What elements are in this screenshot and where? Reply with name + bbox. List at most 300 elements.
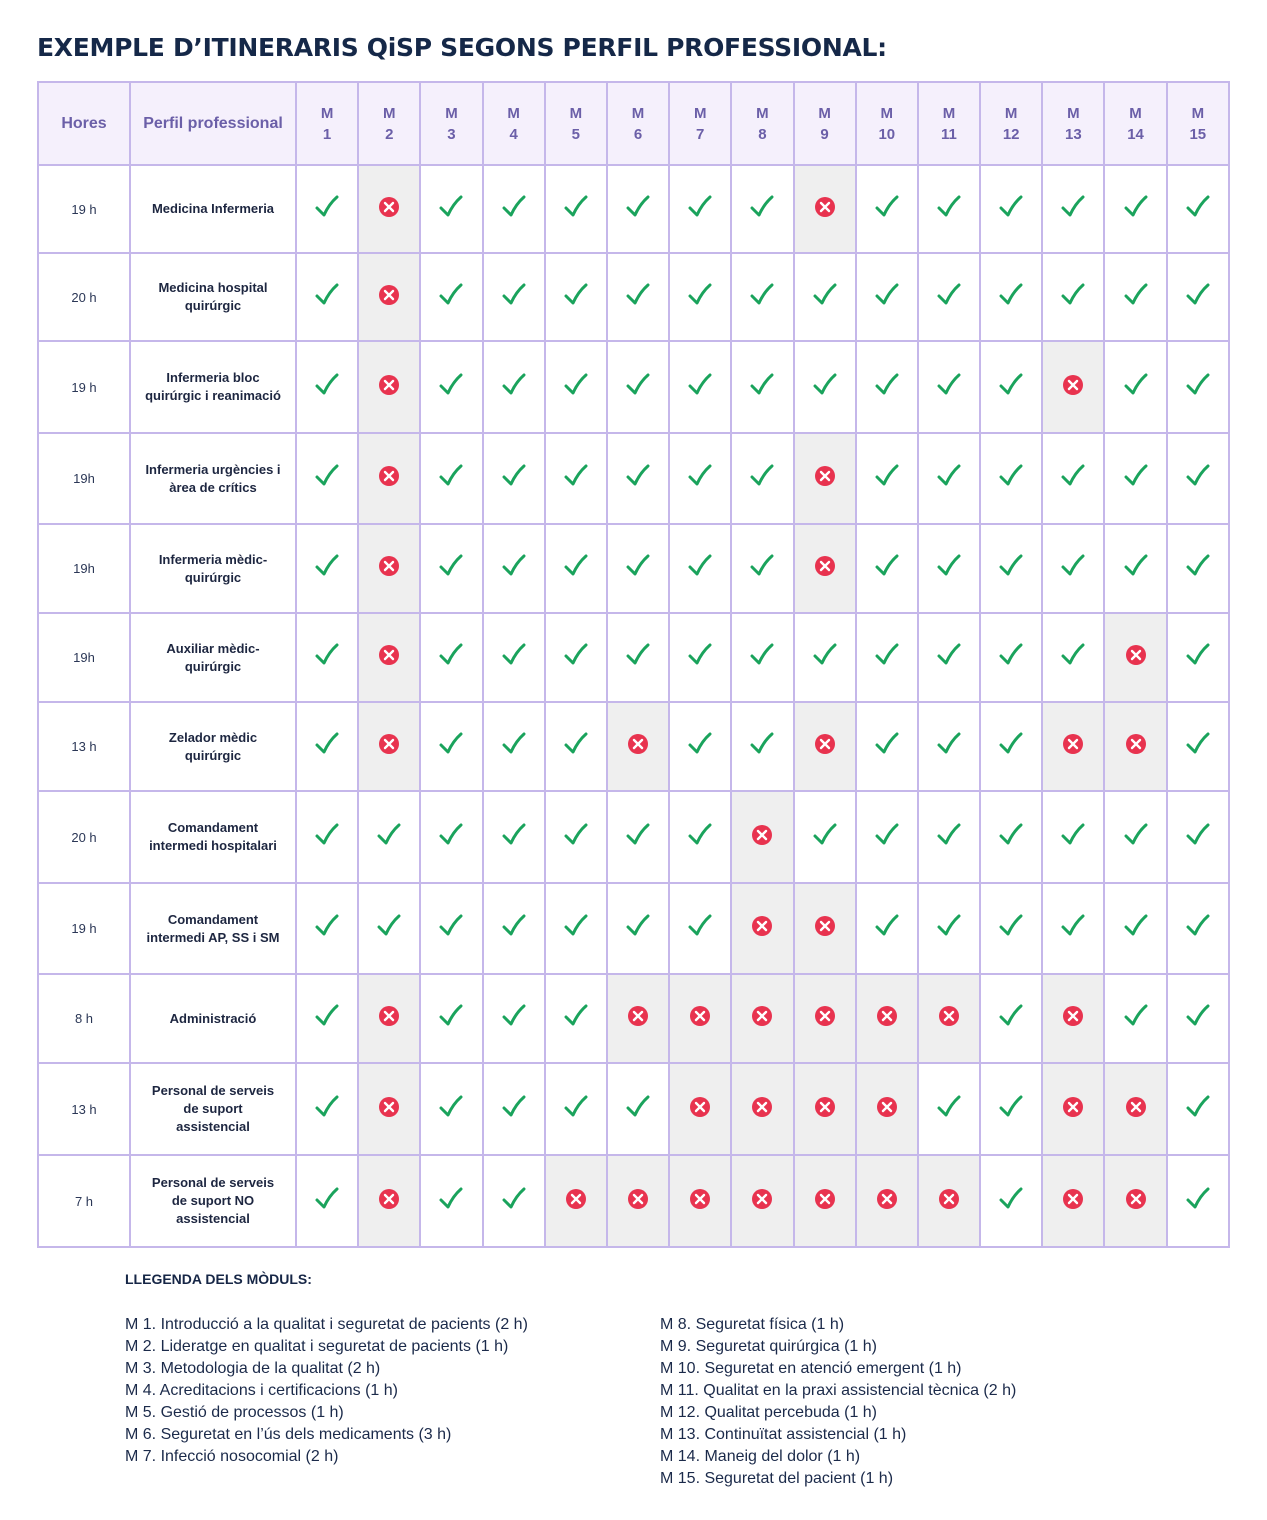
legend-item: M 14. Maneig del dolor (1 h) <box>660 1448 861 1465</box>
check-icon <box>314 642 340 668</box>
module-excluded-cell <box>669 974 731 1063</box>
module-included-cell <box>918 165 980 253</box>
header-module: M 5 <box>545 82 607 165</box>
cross-circle-icon <box>1062 1188 1084 1210</box>
module-included-cell <box>980 433 1042 524</box>
row-hours: 20 h <box>38 253 130 341</box>
check-icon <box>1060 642 1086 668</box>
row-profile: Infermeria urgències i àrea de crítics <box>130 433 296 524</box>
header-module: M 14 <box>1104 82 1166 165</box>
check-icon <box>1185 731 1211 757</box>
table-row <box>38 341 1229 433</box>
check-icon <box>812 822 838 848</box>
module-excluded-cell <box>358 1063 420 1155</box>
check-icon <box>749 463 775 489</box>
module-included-cell <box>420 883 482 974</box>
check-icon <box>563 642 589 668</box>
check-icon <box>749 194 775 220</box>
check-icon <box>563 553 589 579</box>
module-excluded-cell <box>794 974 856 1063</box>
module-included-cell <box>856 702 918 791</box>
module-included-cell <box>1104 433 1166 524</box>
check-icon <box>936 731 962 757</box>
module-excluded-cell <box>1042 341 1104 433</box>
module-included-cell <box>980 341 1042 433</box>
module-included-cell <box>607 524 669 613</box>
table-row <box>38 791 1229 883</box>
module-included-cell <box>980 165 1042 253</box>
legend-item: M 11. Qualitat en la praxi assistencial tècnica (2 h) <box>660 1382 1017 1399</box>
module-included-cell <box>669 433 731 524</box>
check-icon <box>936 822 962 848</box>
check-icon <box>1185 372 1211 398</box>
row-hours: 19h <box>38 524 130 613</box>
check-icon <box>1123 1003 1149 1029</box>
module-included-cell <box>296 613 358 702</box>
check-icon <box>501 1186 527 1212</box>
module-included-cell <box>420 613 482 702</box>
check-icon <box>998 194 1024 220</box>
row-hours: 7 h <box>38 1155 130 1247</box>
header-hours: Hores <box>38 82 130 165</box>
module-included-cell <box>483 341 545 433</box>
legend-item: M 4. Acreditacions i certificacions (1 h) <box>125 1382 398 1399</box>
row-profile: Personal de serveis de suport assistencial <box>130 1063 296 1155</box>
table-row <box>38 883 1229 974</box>
legend-item: M 13. Continuïtat assistencial (1 h) <box>660 1426 907 1443</box>
module-included-cell <box>545 702 607 791</box>
module-included-cell <box>296 165 358 253</box>
module-included-cell <box>1042 613 1104 702</box>
module-included-cell <box>545 791 607 883</box>
module-excluded-cell <box>1042 702 1104 791</box>
check-icon <box>998 642 1024 668</box>
check-icon <box>1060 913 1086 939</box>
check-icon <box>438 913 464 939</box>
check-icon <box>874 282 900 308</box>
header-module: M 6 <box>607 82 669 165</box>
module-included-cell <box>856 791 918 883</box>
module-included-cell <box>607 791 669 883</box>
module-excluded-cell <box>1104 1063 1166 1155</box>
module-included-cell <box>856 433 918 524</box>
check-icon <box>687 731 713 757</box>
check-icon <box>1185 1003 1211 1029</box>
cross-circle-icon <box>938 1188 960 1210</box>
module-excluded-cell <box>1042 974 1104 1063</box>
cross-circle-icon <box>378 555 400 577</box>
cross-circle-icon <box>689 1005 711 1027</box>
check-icon <box>874 731 900 757</box>
cross-circle-icon <box>1062 1096 1084 1118</box>
module-excluded-cell <box>358 165 420 253</box>
table-row <box>38 253 1229 341</box>
row-profile: Medicina hospital quirúrgic <box>130 253 296 341</box>
check-icon <box>749 731 775 757</box>
check-icon <box>874 642 900 668</box>
check-icon <box>998 282 1024 308</box>
table-row <box>38 974 1229 1063</box>
module-included-cell <box>296 1155 358 1247</box>
module-included-cell <box>545 253 607 341</box>
module-included-cell <box>358 883 420 974</box>
check-icon <box>563 1094 589 1120</box>
module-included-cell <box>483 883 545 974</box>
module-included-cell <box>918 791 980 883</box>
module-included-cell <box>296 433 358 524</box>
module-included-cell <box>607 433 669 524</box>
module-included-cell <box>420 1063 482 1155</box>
module-included-cell <box>918 433 980 524</box>
table-row <box>38 613 1229 702</box>
module-excluded-cell <box>358 253 420 341</box>
check-icon <box>687 913 713 939</box>
table-header-row <box>38 82 1229 165</box>
check-icon <box>625 282 651 308</box>
cross-circle-icon <box>814 1188 836 1210</box>
module-included-cell <box>1042 253 1104 341</box>
check-icon <box>1123 822 1149 848</box>
module-excluded-cell <box>731 1063 793 1155</box>
cross-circle-icon <box>814 1096 836 1118</box>
cross-circle-icon <box>876 1005 898 1027</box>
check-icon <box>625 553 651 579</box>
module-included-cell <box>1167 883 1229 974</box>
check-icon <box>1185 282 1211 308</box>
check-icon <box>563 913 589 939</box>
check-icon <box>1185 822 1211 848</box>
module-included-cell <box>1042 433 1104 524</box>
check-icon <box>936 1094 962 1120</box>
module-excluded-cell <box>1104 1155 1166 1247</box>
module-included-cell <box>856 883 918 974</box>
module-included-cell <box>918 1063 980 1155</box>
cross-circle-icon <box>751 1096 773 1118</box>
check-icon <box>563 731 589 757</box>
module-excluded-cell <box>358 974 420 1063</box>
module-included-cell <box>296 524 358 613</box>
check-icon <box>687 822 713 848</box>
module-included-cell <box>483 1063 545 1155</box>
check-icon <box>749 553 775 579</box>
check-icon <box>625 913 651 939</box>
module-excluded-cell <box>731 883 793 974</box>
legend-item: M 10. Seguretat en atenció emergent (1 h) <box>660 1360 962 1377</box>
page-title: EXEMPLE D’ITINERARIS QiSP SEGONS PERFIL PROFESSIONAL: <box>37 33 887 62</box>
module-included-cell <box>669 165 731 253</box>
module-included-cell <box>483 702 545 791</box>
header-module: M 11 <box>918 82 980 165</box>
check-icon <box>936 553 962 579</box>
module-included-cell <box>731 433 793 524</box>
module-included-cell <box>607 883 669 974</box>
module-excluded-cell <box>794 702 856 791</box>
check-icon <box>812 642 838 668</box>
module-included-cell <box>420 791 482 883</box>
module-included-cell <box>731 702 793 791</box>
check-icon <box>438 1003 464 1029</box>
check-icon <box>874 822 900 848</box>
module-excluded-cell <box>856 974 918 1063</box>
check-icon <box>314 1094 340 1120</box>
module-excluded-cell <box>358 1155 420 1247</box>
check-icon <box>687 372 713 398</box>
module-excluded-cell <box>358 524 420 613</box>
module-included-cell <box>483 791 545 883</box>
cross-circle-icon <box>627 733 649 755</box>
module-included-cell <box>296 341 358 433</box>
table-row <box>38 524 1229 613</box>
module-included-cell <box>483 433 545 524</box>
module-included-cell <box>483 613 545 702</box>
module-excluded-cell <box>358 341 420 433</box>
header-module: M 12 <box>980 82 1042 165</box>
cross-circle-icon <box>814 196 836 218</box>
check-icon <box>812 372 838 398</box>
module-excluded-cell <box>856 1155 918 1247</box>
module-included-cell <box>483 165 545 253</box>
check-icon <box>936 372 962 398</box>
table-row <box>38 165 1229 253</box>
check-icon <box>874 194 900 220</box>
cross-circle-icon <box>689 1188 711 1210</box>
module-included-cell <box>545 341 607 433</box>
header-module: M 4 <box>483 82 545 165</box>
check-icon <box>501 822 527 848</box>
check-icon <box>438 1094 464 1120</box>
module-excluded-cell <box>856 1063 918 1155</box>
check-icon <box>1060 463 1086 489</box>
itinerary-table <box>37 81 1230 1248</box>
check-icon <box>1123 372 1149 398</box>
header-module: M 10 <box>856 82 918 165</box>
module-included-cell <box>731 524 793 613</box>
module-included-cell <box>358 791 420 883</box>
module-included-cell <box>980 791 1042 883</box>
row-hours: 19 h <box>38 883 130 974</box>
module-included-cell <box>794 613 856 702</box>
module-included-cell <box>856 524 918 613</box>
module-excluded-cell <box>358 433 420 524</box>
check-icon <box>563 1003 589 1029</box>
module-included-cell <box>420 165 482 253</box>
cross-circle-icon <box>1125 644 1147 666</box>
module-included-cell <box>669 341 731 433</box>
check-icon <box>625 1094 651 1120</box>
cross-circle-icon <box>876 1096 898 1118</box>
table-row <box>38 433 1229 524</box>
module-included-cell <box>296 974 358 1063</box>
module-included-cell <box>1104 883 1166 974</box>
legend-item: M 7. Infecció nosocomial (2 h) <box>125 1448 339 1465</box>
module-included-cell <box>918 341 980 433</box>
header-module: M 3 <box>420 82 482 165</box>
module-included-cell <box>1042 791 1104 883</box>
legend-item: M 12. Qualitat percebuda (1 h) <box>660 1404 878 1421</box>
check-icon <box>625 642 651 668</box>
check-icon <box>563 282 589 308</box>
check-icon <box>1060 194 1086 220</box>
module-included-cell <box>669 524 731 613</box>
module-excluded-cell <box>358 613 420 702</box>
check-icon <box>1060 553 1086 579</box>
row-hours: 13 h <box>38 702 130 791</box>
module-included-cell <box>1104 974 1166 1063</box>
check-icon <box>625 372 651 398</box>
cross-circle-icon <box>1062 733 1084 755</box>
module-included-cell <box>483 524 545 613</box>
module-included-cell <box>420 702 482 791</box>
check-icon <box>376 913 402 939</box>
cross-circle-icon <box>814 555 836 577</box>
module-included-cell <box>669 791 731 883</box>
module-included-cell <box>731 165 793 253</box>
table-row <box>38 1063 1229 1155</box>
module-excluded-cell <box>607 1155 669 1247</box>
check-icon <box>1185 642 1211 668</box>
check-icon <box>376 822 402 848</box>
header-module: M 15 <box>1167 82 1229 165</box>
module-included-cell <box>856 341 918 433</box>
module-included-cell <box>856 253 918 341</box>
module-excluded-cell <box>794 524 856 613</box>
check-icon <box>438 194 464 220</box>
module-included-cell <box>980 1063 1042 1155</box>
module-included-cell <box>420 1155 482 1247</box>
check-icon <box>501 642 527 668</box>
check-icon <box>501 463 527 489</box>
legend-item: M 3. Metodologia de la qualitat (2 h) <box>125 1360 381 1377</box>
module-included-cell <box>918 253 980 341</box>
row-hours: 19 h <box>38 165 130 253</box>
check-icon <box>998 553 1024 579</box>
check-icon <box>501 553 527 579</box>
module-included-cell <box>918 524 980 613</box>
check-icon <box>1185 1186 1211 1212</box>
module-included-cell <box>545 1063 607 1155</box>
module-excluded-cell <box>1104 702 1166 791</box>
check-icon <box>1185 913 1211 939</box>
module-included-cell <box>1104 253 1166 341</box>
module-included-cell <box>731 253 793 341</box>
module-included-cell <box>296 253 358 341</box>
cross-circle-icon <box>627 1005 649 1027</box>
legend-item: M 5. Gestió de processos (1 h) <box>125 1404 344 1421</box>
header-module: M 2 <box>358 82 420 165</box>
check-icon <box>501 731 527 757</box>
module-included-cell <box>794 791 856 883</box>
module-included-cell <box>545 613 607 702</box>
row-hours: 13 h <box>38 1063 130 1155</box>
module-included-cell <box>1104 524 1166 613</box>
module-included-cell <box>296 791 358 883</box>
module-excluded-cell <box>1042 1155 1104 1247</box>
check-icon <box>687 282 713 308</box>
check-icon <box>687 553 713 579</box>
check-icon <box>314 282 340 308</box>
module-included-cell <box>483 1155 545 1247</box>
cross-circle-icon <box>565 1188 587 1210</box>
legend-item: M 9. Seguretat quirúrgica (1 h) <box>660 1338 877 1355</box>
legend-left-column <box>125 1314 528 1468</box>
row-profile: Infermeria bloc quirúrgic i reanimació <box>130 341 296 433</box>
cross-circle-icon <box>1125 1096 1147 1118</box>
module-included-cell <box>1104 791 1166 883</box>
module-excluded-cell <box>794 1155 856 1247</box>
module-included-cell <box>731 613 793 702</box>
check-icon <box>563 194 589 220</box>
cross-circle-icon <box>378 284 400 306</box>
cross-circle-icon <box>1125 1188 1147 1210</box>
check-icon <box>563 822 589 848</box>
check-icon <box>1123 913 1149 939</box>
module-included-cell <box>1167 974 1229 1063</box>
module-included-cell <box>420 253 482 341</box>
check-icon <box>998 372 1024 398</box>
module-excluded-cell <box>1104 613 1166 702</box>
legend-item: M 8. Seguretat física (1 h) <box>660 1316 845 1333</box>
module-included-cell <box>607 1063 669 1155</box>
module-included-cell <box>545 974 607 1063</box>
check-icon <box>314 553 340 579</box>
check-icon <box>936 194 962 220</box>
module-included-cell <box>856 613 918 702</box>
module-excluded-cell <box>794 883 856 974</box>
check-icon <box>501 1003 527 1029</box>
legend-title: LLEGENDA DELS MÒDULS: <box>125 1271 312 1287</box>
cross-circle-icon <box>938 1005 960 1027</box>
module-excluded-cell <box>794 165 856 253</box>
module-included-cell <box>296 1063 358 1155</box>
module-included-cell <box>1167 341 1229 433</box>
cross-circle-icon <box>1062 1005 1084 1027</box>
cross-circle-icon <box>814 465 836 487</box>
check-icon <box>625 463 651 489</box>
check-icon <box>1185 1094 1211 1120</box>
check-icon <box>563 372 589 398</box>
module-included-cell <box>669 883 731 974</box>
check-icon <box>749 642 775 668</box>
module-included-cell <box>1167 524 1229 613</box>
check-icon <box>1060 822 1086 848</box>
legend-right-column <box>660 1314 1016 1490</box>
check-icon <box>1123 553 1149 579</box>
check-icon <box>314 372 340 398</box>
check-icon <box>998 731 1024 757</box>
check-icon <box>936 463 962 489</box>
module-excluded-cell <box>669 1155 731 1247</box>
check-icon <box>314 194 340 220</box>
module-included-cell <box>296 883 358 974</box>
check-icon <box>687 642 713 668</box>
check-icon <box>314 1186 340 1212</box>
legend-item: M 1. Introducció a la qualitat i seguretat de pacients (2 h) <box>125 1316 528 1333</box>
module-included-cell <box>607 253 669 341</box>
module-included-cell <box>856 165 918 253</box>
cross-circle-icon <box>378 1096 400 1118</box>
module-included-cell <box>669 702 731 791</box>
header-module: M 8 <box>731 82 793 165</box>
cross-circle-icon <box>751 1005 773 1027</box>
module-included-cell <box>980 883 1042 974</box>
check-icon <box>998 1094 1024 1120</box>
check-icon <box>314 822 340 848</box>
check-icon <box>1123 282 1149 308</box>
module-included-cell <box>1167 791 1229 883</box>
check-icon <box>1185 194 1211 220</box>
check-icon <box>1060 282 1086 308</box>
row-hours: 8 h <box>38 974 130 1063</box>
